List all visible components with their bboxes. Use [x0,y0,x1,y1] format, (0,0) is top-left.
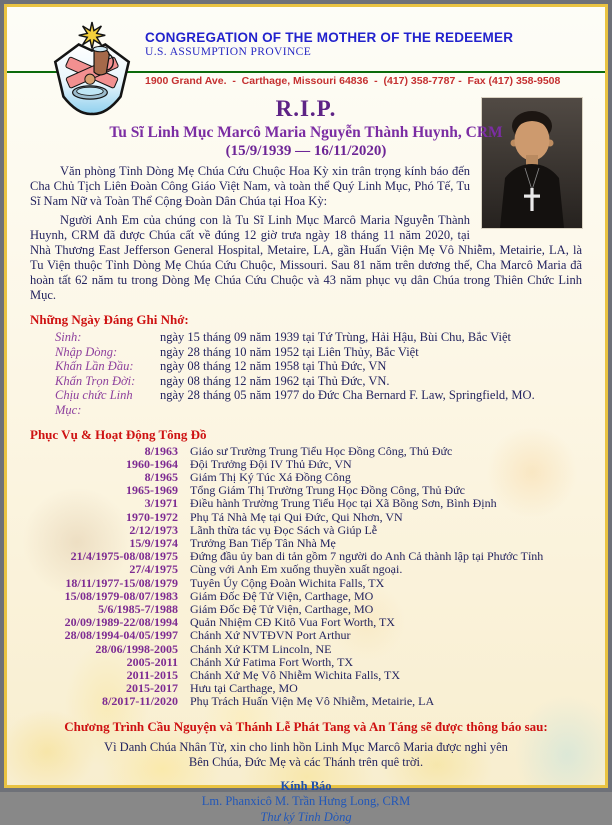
signoff-title: Kính Báo [280,778,332,793]
service-description: Giám Thị Ký Túc Xá Đồng Công [190,469,351,484]
date-value: ngày 08 tháng 12 năm 1962 tại Thủ Đức, VN. [160,373,390,388]
service-description: Điều hành Trường Trung Tiểu Học tại Xã Bồng Sơn, Bình Định [190,496,497,511]
service-date-range: 1970-1972 [126,509,178,524]
service-date-range: 18/11/1977-15/08/1979 [65,575,178,590]
date-label: Khấn Lần Đầu: [55,359,134,374]
letter-body [7,96,605,825]
service-row [30,524,582,537]
service-date-range: 2011-2015 [126,668,178,683]
memorable-date-row [30,345,582,360]
signoff-name: Lm. Phanxicô M. Trần Hưng Long, CRM [201,794,411,809]
service-date-range: 21/4/1975-08/08/1975 [70,549,178,564]
date-label: Nhập Dòng: [55,344,118,359]
service-description: Chánh Xứ Mẹ Vô Nhiễm Wichita Falls, TX [190,668,401,683]
memorable-date-row [30,359,582,374]
signoff-block [30,779,582,825]
memorable-dates-table [30,330,582,418]
service-description: Tổng Giám Thị Trường Trung Học Đồng Công, Thủ Đức [190,483,465,498]
life-dates: (15/9/1939 — 16/11/2020) [225,143,387,159]
memorable-dates-heading: Những Ngày Đáng Ghi Nhớ: [30,312,189,327]
service-description: Tuyên Úy Cộng Đoàn Wichita Falls, TX [190,575,385,590]
org-header [145,30,585,58]
service-date-range: 2/12/1973 [129,522,178,537]
date-value: ngày 28 tháng 10 năm 1952 tại Liên Thủy, Bắc Việt [160,344,419,359]
date-value: ngày 28 tháng 05 năm 1977 do Đức Cha Bernard F. Law, Springfield, MO. [160,388,535,403]
service-date-range: 8/1965 [144,469,178,484]
service-row [30,695,582,708]
service-description: Đội Trưởng Đội IV Thủ Đức, VN [190,456,352,471]
prayer-line-1: Vì Danh Chúa Nhân Từ, xin cho linh hồn Linh Mục Marcô Maria được nghỉ yên [104,739,508,754]
service-description: Chánh Xứ Fatima Fort Worth, TX [190,654,354,669]
service-row [30,629,582,642]
service-date-range: 2005-2011 [126,654,178,669]
service-description: Lãnh thừa tác vụ Đọc Sách và Giúp Lễ [190,522,378,537]
service-row [30,511,582,524]
service-description: Cùng với Anh Em xuống thuyền xuất ngoại. [190,562,403,577]
date-value: ngày 08 tháng 12 năm 1958 tại Thủ Đức, VN [160,359,387,374]
rip-title: R.I.P. [275,96,337,121]
page-inner-gold-frame [4,4,608,824]
service-row [30,458,582,471]
service-description: Giám Đốc Đệ Tử Viện, Carthage, MO [190,602,374,616]
date-label: Sinh: [55,330,82,344]
service-row [30,563,582,576]
service-date-range: 8/1963 [144,443,178,458]
org-province: U.S. ASSUMPTION PROVINCE [145,46,312,58]
service-row [30,445,582,458]
service-description: Trưởng Ban Tiếp Tân Nhà Mẹ [190,535,336,550]
org-name: CONGREGATION OF THE MOTHER OF THE REDEEMER [145,30,514,45]
service-date-range: 28/06/1998-2005 [95,641,178,656]
org-address-line: 1900 Grand Ave. - Carthage, Missouri 64836 - (417) 358-7787 - Fax (417) 358-9508 [145,75,561,87]
service-date-range: 27/4/1975 [129,562,178,577]
funeral-announcement: Chương Trình Cầu Nguyện và Thánh Lễ Phát Tang và An Táng sẽ được thông báo sau: [64,718,548,734]
service-date-range: 5/6/1985-7/1988 [98,602,178,616]
service-row [30,669,582,682]
service-row [30,577,582,590]
service-timeline-table [30,445,582,709]
service-date-range: 15/08/1979-08/07/1983 [64,588,178,603]
service-date-range: 3/1971 [144,496,178,511]
priest-portrait-photo [482,98,582,228]
service-row [30,497,582,510]
service-description: Giám Đốc Đệ Tử Viện, Carthage, MO [190,588,374,603]
signoff-role: Thư ký Tỉnh Dòng [260,809,352,824]
service-date-range: 1965-1969 [126,483,178,498]
date-label: Khấn Trọn Đời: [55,373,136,388]
memorable-date-row [30,374,582,389]
service-description: Phụ Trách Huấn Viện Mẹ Vô Nhiễm, Metairie, LA [190,694,435,709]
service-description: Quản Nhiệm CĐ Kitô Vua Fort Worth, TX [190,615,395,630]
service-description: Đứng đầu ủy ban di tản gồm 7 người do Anh Cả thành lập tại Phước Tỉnh [190,549,544,564]
memorable-date-row [30,388,582,417]
service-date-range: 2015-2017 [126,681,178,696]
service-row [30,643,582,656]
service-date-range: 1960-1964 [126,456,178,471]
service-date-range: 28/08/1994-04/05/1997 [64,628,178,643]
prayer-line-2: Bên Chúa, Đức Mẹ và các Thánh trên quê trời. [188,755,424,770]
service-date-range: 20/09/1989-22/08/1994 [64,615,178,630]
service-date-range: 8/2017-11/2020 [101,694,178,709]
prayer-text [30,740,582,771]
service-description: Chánh Xứ NVTĐVN Port Arthur [190,628,351,643]
service-description: Hưu tại Carthage, MO [190,681,298,696]
date-label: Chịu chức Linh Mục: [55,388,133,417]
memorable-date-row [30,330,582,345]
service-description: Chánh Xứ KTM Lincoln, NE [190,641,332,656]
service-description: Phụ Tá Nhà Mẹ tại Qui Đức, Qui Nhơn, VN [190,509,403,524]
service-heading: Phục Vụ & Hoạt Động Tông Đồ [30,426,207,442]
service-date-range: 15/9/1974 [129,535,178,550]
death-announcement-paragraph: Người Anh Em của chúng con là Tu Sĩ Linh Mục Marcô Maria Nguyễn Thành Huynh, CRM đã được Chúa cất về đúng 12 giờ trưa ngày 18 tháng 11 năm 2020, tại Nhà Thương East Jefferson General Hospital, Metaire, LA, gần Huấn Viện Mẹ Vô Nhiễm, Metairie, LA, là Tu Viện thuộc Tỉnh Dòng Mẹ Chúa Cứu Chuộc, Missouri. Sau 81 năm trên dương thế, Cha Marcô Maria đã hoàn tất 62 năm tu trong Dòng Mẹ Chúa Cứu Chuộc và 43 năm phục vụ dân Chúa trong Thiên Chức Linh Mục. [30,213,582,302]
service-description: Giáo sư Trường Trung Tiểu Học Đồng Công, Thủ Đức [190,443,453,458]
date-value: ngày 15 tháng 09 năm 1939 tại Tứ Trùng, Hải Hậu, Bùi Chu, Bắc Việt [160,330,512,344]
deceased-name: Tu Sĩ Linh Mục Marcô Maria Nguyễn Thành Huynh, CRM [109,124,503,141]
intro-paragraph: Văn phòng Tỉnh Dòng Mẹ Chúa Cứu Chuộc Hoa Kỳ xin trân trọng kính báo đến Cha Chủ Tịch Liên Đoàn Công Giáo Việt Nam, và toàn thể Quý Linh Mục, Phó Tế, Tu Sĩ Nam Nữ và Toàn Thể Cộng Đoàn Dân Chúa tại Hoa Kỳ: [30,164,470,208]
